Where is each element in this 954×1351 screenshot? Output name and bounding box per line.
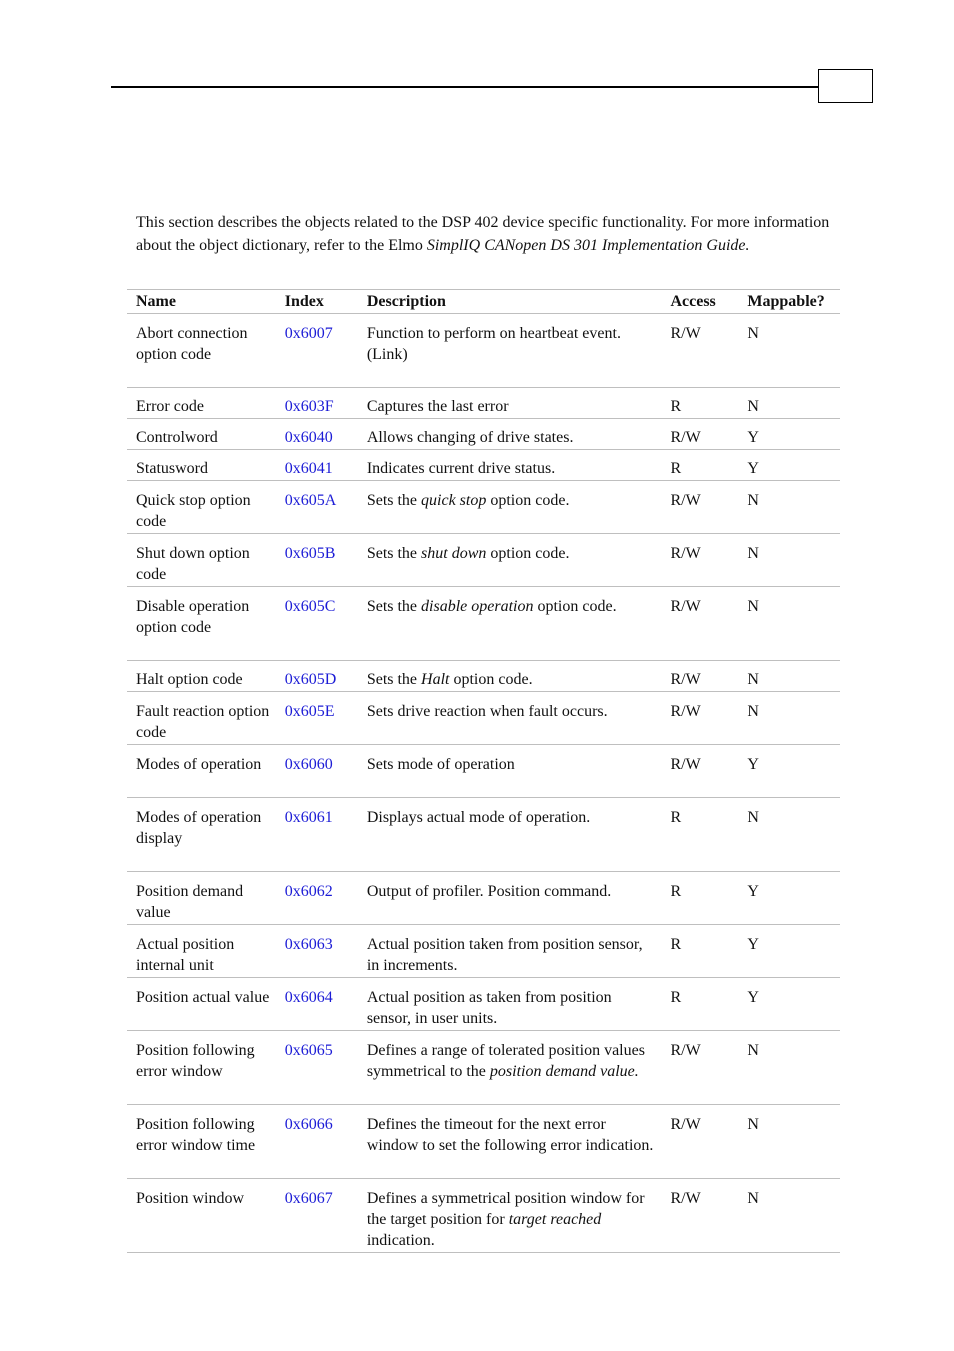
object-access: R/W — [661, 745, 738, 798]
object-access: R/W — [661, 661, 738, 692]
object-access: R — [661, 450, 738, 481]
object-mappable: N — [738, 534, 840, 587]
object-description — [358, 661, 662, 692]
object-index-cell — [276, 587, 358, 661]
object-index-link[interactable]: 0x6063 — [284, 936, 333, 953]
object-index-link[interactable]: 0x603F — [284, 398, 334, 415]
object-access: R/W — [661, 314, 738, 388]
object-index-link[interactable]: 0x6041 — [284, 460, 333, 477]
object-name: Quick stop option code — [127, 481, 276, 534]
object-index-link[interactable]: 0x6040 — [284, 429, 333, 446]
object-access: R/W — [661, 692, 738, 745]
object-index-link[interactable]: 0x6064 — [284, 989, 333, 1006]
object-description — [358, 978, 662, 1031]
object-name: Abort connection option code — [127, 314, 276, 388]
object-mappable: Y — [738, 450, 840, 481]
object-name: Controlword — [127, 419, 276, 450]
table-row — [127, 481, 840, 534]
table-row — [127, 450, 840, 481]
header-description: Description — [358, 290, 662, 314]
description-post: option code. — [486, 545, 570, 562]
description-pre: Captures the last error — [366, 398, 509, 415]
object-access: R — [661, 798, 738, 872]
header-mappable: Mappable? — [738, 290, 840, 314]
object-access: R — [661, 872, 738, 925]
object-index-link[interactable]: 0x6007 — [284, 325, 333, 342]
intro-product-name: SimplIQ — [426, 236, 481, 254]
object-description — [358, 1105, 662, 1179]
object-mappable: Y — [738, 419, 840, 450]
object-description — [358, 481, 662, 534]
object-name: Error code — [127, 388, 276, 419]
header-access: Access — [661, 290, 738, 314]
description-pre: Defines the timeout for the next error window to set the following error indication. — [366, 1116, 654, 1154]
object-description — [358, 692, 662, 745]
object-mappable: Y — [738, 872, 840, 925]
object-name: Actual position internal unit — [127, 925, 276, 978]
object-access: R/W — [661, 534, 738, 587]
object-name: Position following error window — [127, 1031, 276, 1105]
description-post: option code. — [449, 671, 533, 688]
description-pre: Sets mode of operation — [366, 756, 515, 773]
object-index-cell — [276, 745, 358, 798]
object-index-cell — [276, 1179, 358, 1253]
description-em: target reached — [508, 1211, 602, 1228]
object-index-cell — [276, 925, 358, 978]
object-mappable: N — [738, 1031, 840, 1105]
description-pre: Allows changing of drive states. — [366, 429, 574, 446]
description-pre: Defines a range of tolerated position values symmetrical to the — [366, 1042, 645, 1080]
description-pre: Output of profiler. Position command. — [366, 883, 612, 900]
object-description — [358, 587, 662, 661]
description-pre: Sets the — [366, 545, 422, 562]
object-access: R/W — [661, 587, 738, 661]
object-table — [127, 289, 840, 1253]
table-row — [127, 872, 840, 925]
object-name: Position following error window time — [127, 1105, 276, 1179]
description-pre: Sets the — [366, 598, 422, 615]
table-row — [127, 534, 840, 587]
object-access: R/W — [661, 1031, 738, 1105]
object-index-cell — [276, 1031, 358, 1105]
object-index-link[interactable]: 0x605B — [284, 545, 336, 562]
object-index-link[interactable]: 0x6060 — [284, 756, 333, 773]
object-name: Modes of operation display — [127, 798, 276, 872]
table-row — [127, 692, 840, 745]
table-row — [127, 661, 840, 692]
intro-guide-title: CANopen DS 301 Implementation Guide. — [480, 236, 750, 254]
object-index-link[interactable]: 0x6066 — [284, 1116, 333, 1133]
object-description — [358, 798, 662, 872]
object-mappable: N — [738, 1105, 840, 1179]
table-row — [127, 745, 840, 798]
table-row — [127, 1105, 840, 1179]
description-pre: Indicates current drive status. — [366, 460, 556, 477]
description-pre: Sets the — [366, 492, 422, 509]
description-pre: Function to perform on heartbeat event. (Link) — [366, 325, 621, 363]
object-index-link[interactable]: 0x6062 — [284, 883, 333, 900]
object-description — [358, 872, 662, 925]
object-index-link[interactable]: 0x6067 — [284, 1190, 333, 1207]
object-index-cell — [276, 692, 358, 745]
object-index-link[interactable]: 0x605A — [284, 492, 337, 509]
object-mappable: N — [738, 388, 840, 419]
object-name: Fault reaction option code — [127, 692, 276, 745]
description-em: position demand value. — [489, 1063, 639, 1080]
object-access: R — [661, 925, 738, 978]
object-index-cell — [276, 661, 358, 692]
object-name: Position actual value — [127, 978, 276, 1031]
object-mappable: N — [738, 1179, 840, 1253]
object-description — [358, 534, 662, 587]
object-name: Modes of operation — [127, 745, 276, 798]
object-description — [358, 388, 662, 419]
object-index-cell — [276, 419, 358, 450]
table-row — [127, 1179, 840, 1253]
object-mappable: N — [738, 692, 840, 745]
object-mappable: N — [738, 481, 840, 534]
object-name: Shut down option code — [127, 534, 276, 587]
table-row — [127, 388, 840, 419]
header-name: Name — [127, 290, 276, 314]
object-description — [358, 419, 662, 450]
object-name: Position window — [127, 1179, 276, 1253]
object-description — [358, 1031, 662, 1105]
object-mappable: N — [738, 798, 840, 872]
description-pre: Sets drive reaction when fault occurs. — [366, 703, 608, 720]
object-mappable: N — [738, 587, 840, 661]
table-row — [127, 587, 840, 661]
description-pre: Actual position taken from position sensor, in increments. — [366, 936, 643, 974]
object-access: R/W — [661, 1179, 738, 1253]
object-index-cell — [276, 388, 358, 419]
object-mappable: Y — [738, 978, 840, 1031]
object-index-cell — [276, 872, 358, 925]
table-row — [127, 314, 840, 388]
table-row — [127, 978, 840, 1031]
description-em: quick stop — [421, 492, 487, 509]
object-index-link[interactable]: 0x605C — [284, 598, 336, 615]
intro-text: This section describes the objects related to the DSP 402 device specific functionality. For more information about the object dictionary, refer to the Elmo — [136, 214, 830, 254]
object-access: R/W — [661, 481, 738, 534]
object-index-cell — [276, 1105, 358, 1179]
object-description — [358, 745, 662, 798]
object-index-link[interactable]: 0x6065 — [284, 1042, 333, 1059]
intro-paragraph — [136, 212, 836, 257]
page-number-box — [818, 69, 873, 103]
description-pre: Defines a symmetrical position window for the target position for — [366, 1190, 645, 1228]
object-name: Position demand value — [127, 872, 276, 925]
description-em: disable operation — [421, 598, 534, 615]
description-pre: Displays actual mode of operation. — [366, 809, 591, 826]
object-index-link[interactable]: 0x605E — [284, 703, 335, 720]
description-em: Halt — [421, 671, 450, 688]
table-row — [127, 798, 840, 872]
object-index-cell — [276, 978, 358, 1031]
object-description — [358, 450, 662, 481]
header-rule — [111, 86, 819, 88]
table-row — [127, 925, 840, 978]
object-name: Statusword — [127, 450, 276, 481]
description-em: shut down — [421, 545, 487, 562]
object-mappable: N — [738, 661, 840, 692]
table-row — [127, 419, 840, 450]
object-index-cell — [276, 798, 358, 872]
object-index-link[interactable]: 0x605D — [284, 671, 337, 688]
description-pre: Actual position as taken from position sensor, in user units. — [366, 989, 612, 1027]
object-name: Halt option code — [127, 661, 276, 692]
table-header-row — [127, 290, 840, 314]
object-index-link[interactable]: 0x6061 — [284, 809, 333, 826]
description-pre: Sets the — [366, 671, 422, 688]
object-access: R/W — [661, 1105, 738, 1179]
header-index: Index — [276, 290, 358, 314]
object-index-cell — [276, 314, 358, 388]
object-description — [358, 314, 662, 388]
object-description — [358, 925, 662, 978]
object-access: R/W — [661, 419, 738, 450]
object-mappable: N — [738, 314, 840, 388]
object-mappable: Y — [738, 925, 840, 978]
table-row — [127, 1031, 840, 1105]
object-description — [358, 1179, 662, 1253]
object-index-cell — [276, 534, 358, 587]
object-access: R — [661, 388, 738, 419]
object-access: R — [661, 978, 738, 1031]
object-index-cell — [276, 450, 358, 481]
object-mappable: Y — [738, 745, 840, 798]
description-post: indication. — [366, 1232, 435, 1249]
description-post: option code. — [533, 598, 617, 615]
description-post: option code. — [486, 492, 570, 509]
object-index-cell — [276, 481, 358, 534]
object-name: Disable operation option code — [127, 587, 276, 661]
